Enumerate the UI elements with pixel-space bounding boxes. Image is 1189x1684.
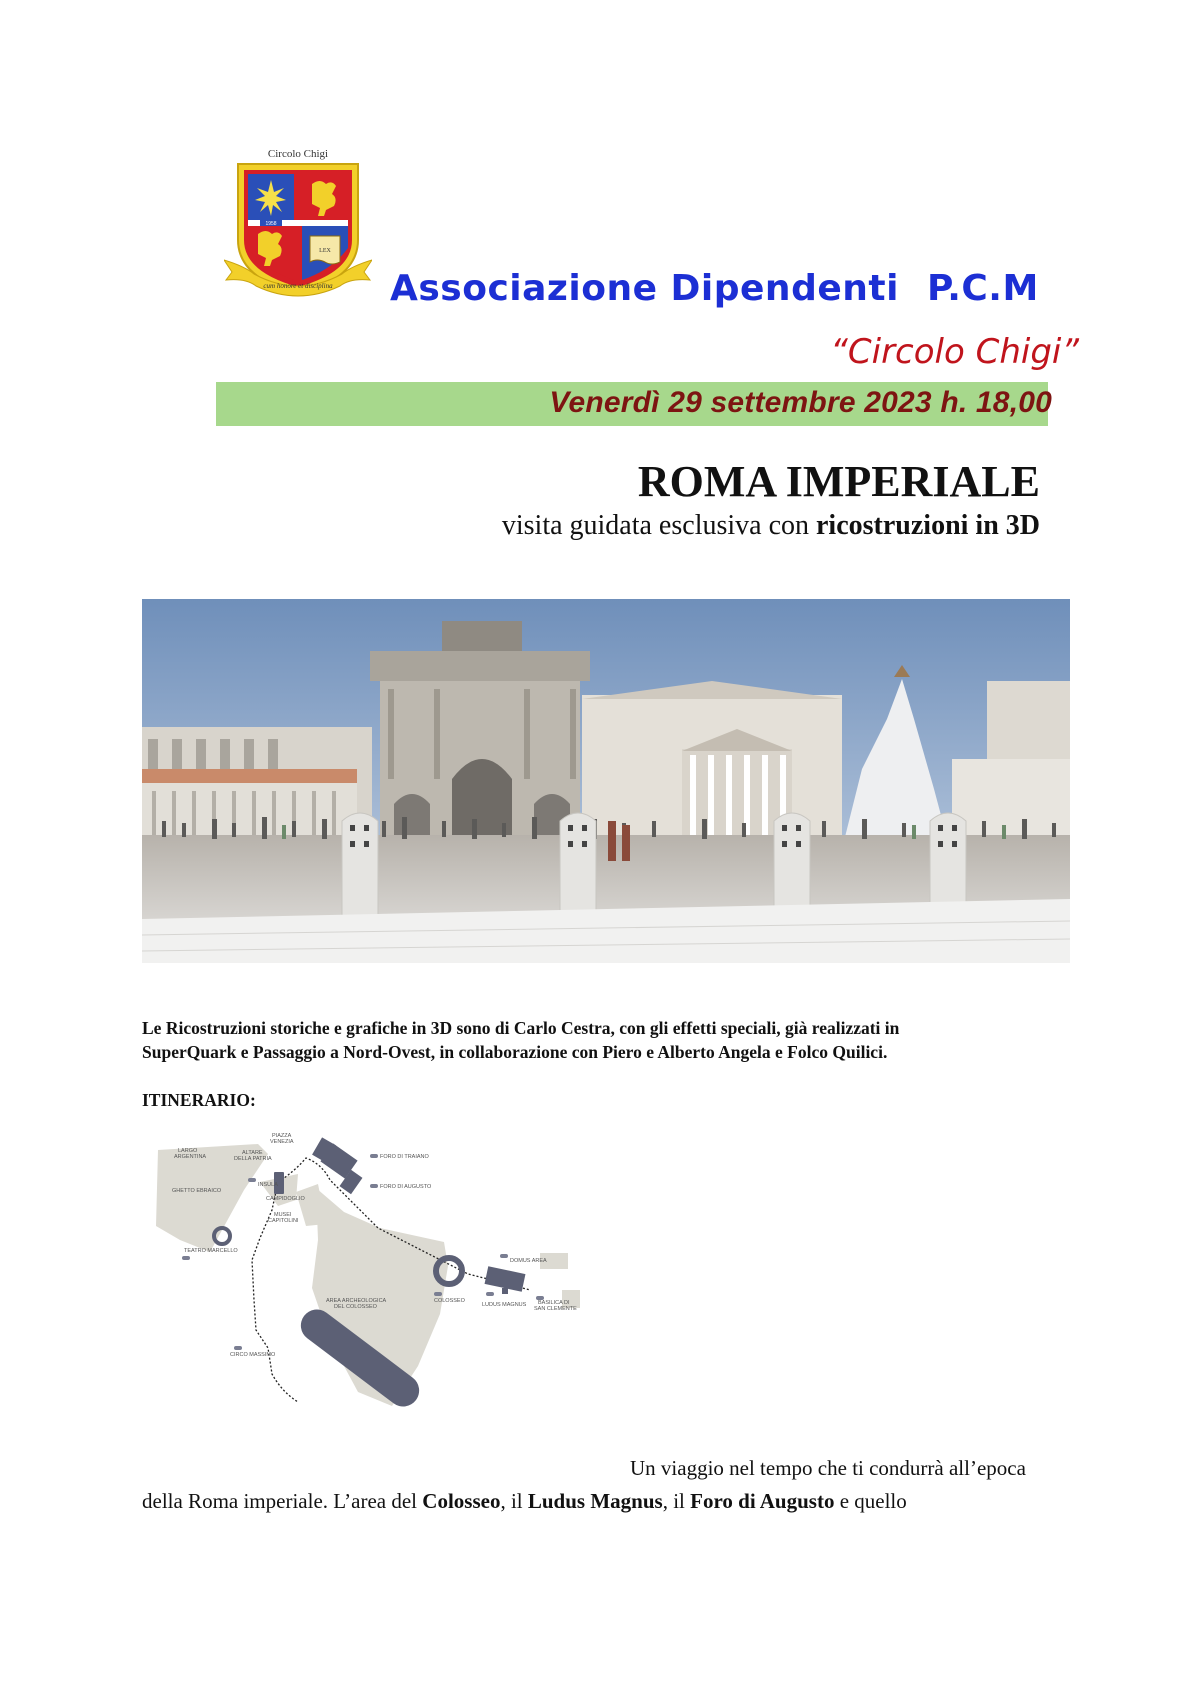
- logo-scroll-text: LEX: [319, 248, 331, 254]
- event-subtitle-bold: ricostruzioni in 3D: [816, 510, 1040, 541]
- description-text-4: e quello: [834, 1489, 907, 1513]
- map-label-area-1: AREA ARCHEOLOGICA: [326, 1298, 387, 1304]
- event-subtitle-plain: visita guidata esclusiva con: [501, 510, 816, 541]
- map-label-foro-traiano: FORO DI TRAIANO: [380, 1154, 429, 1160]
- circolo-chigi-logo: [224, 148, 372, 298]
- map-label-ghetto: GHETTO EBRAICO: [172, 1188, 222, 1194]
- map-label-piazza-2: VENEZIA: [270, 1139, 294, 1145]
- association-name: [390, 268, 1039, 309]
- map-label-circo: CIRCO MASSIMO: [230, 1352, 276, 1358]
- map-label-campidoglio: CAMPIDOGLIO: [266, 1196, 305, 1202]
- map-label-insula: INSULA: [258, 1182, 278, 1188]
- roman-arch-scene-icon: [142, 599, 1070, 963]
- description-text-2: , il: [500, 1489, 528, 1513]
- coat-of-arms-icon: [224, 148, 372, 298]
- itinerary-map: [148, 1130, 628, 1470]
- map-label-area-2: DEL COLOSSEO: [334, 1304, 377, 1310]
- map-label-domus: DOMUS AREA: [510, 1258, 547, 1264]
- map-label-colosseo: COLOSSEO: [434, 1298, 465, 1304]
- map-label-musei-1: MUSEI: [274, 1212, 292, 1218]
- map-label-basilica-1: BASILICA DI: [538, 1300, 570, 1306]
- map-label-basilica-2: SAN CLEMENTE: [534, 1306, 577, 1312]
- logo-year: 1958: [265, 221, 277, 227]
- event-date: Venerdì 29 settembre 2023 h. 18,00: [549, 386, 1052, 419]
- credits-paragraph: [142, 1016, 1072, 1064]
- map-label-altare-1: ALTARE: [242, 1150, 263, 1156]
- description-text-1: della Roma imperiale. L’area del: [142, 1489, 423, 1513]
- map-label-ludus: LUDUS MAGNUS: [482, 1302, 527, 1308]
- map-label-largo-1: LARGO: [178, 1148, 198, 1154]
- itinerary-label: ITINERARIO:: [142, 1090, 256, 1110]
- logo-caption: Circolo Chigi: [267, 148, 329, 160]
- map-label-musei-2: CAPITOLINI: [268, 1218, 299, 1224]
- association-name-part2: P.C.M: [926, 268, 1039, 309]
- ludus-magnus-bold: Ludus Magnus: [527, 1489, 663, 1513]
- credits-line-2: SuperQuark e Passaggio a Nord-Ovest, in collaborazione con Piero e Alberto Angela e Folco Quilici.: [142, 1042, 888, 1062]
- description-paragraph: [142, 1452, 1084, 1518]
- map-label-foro-augusto: FORO DI AUGUSTO: [380, 1184, 432, 1190]
- route-map-icon: [148, 1130, 628, 1470]
- logo-motto: cum honore et disciplina: [263, 282, 333, 290]
- description-text-3: , il: [662, 1489, 691, 1513]
- foro-augusto-bold: Foro di Augusto: [690, 1489, 835, 1513]
- association-name-part1: Associazione Dipendenti: [390, 268, 899, 309]
- colosseo-bold: Colosseo: [422, 1489, 501, 1513]
- map-label-altare-2: DELLA PATRIA: [234, 1156, 272, 1162]
- map-label-teatro: TEATRO MARCELLO: [184, 1248, 238, 1254]
- circolo-chigi-title: “Circolo Chigi”: [830, 332, 1079, 372]
- map-label-piazza-1: PIAZZA: [272, 1133, 292, 1139]
- credits-line-1: Le Ricostruzioni storiche e grafiche in 3D sono di Carlo Cestra, con gli effetti speciali, già realizzati in: [142, 1018, 900, 1038]
- event-title: ROMA IMPERIALE: [637, 457, 1040, 506]
- description-line-1: Un viaggio nel tempo che ti condurrà all’epoca: [630, 1456, 1026, 1480]
- event-subtitle: [502, 510, 1040, 542]
- roman-reconstruction-image: [142, 599, 1070, 963]
- map-label-largo-2: ARGENTINA: [174, 1154, 207, 1160]
